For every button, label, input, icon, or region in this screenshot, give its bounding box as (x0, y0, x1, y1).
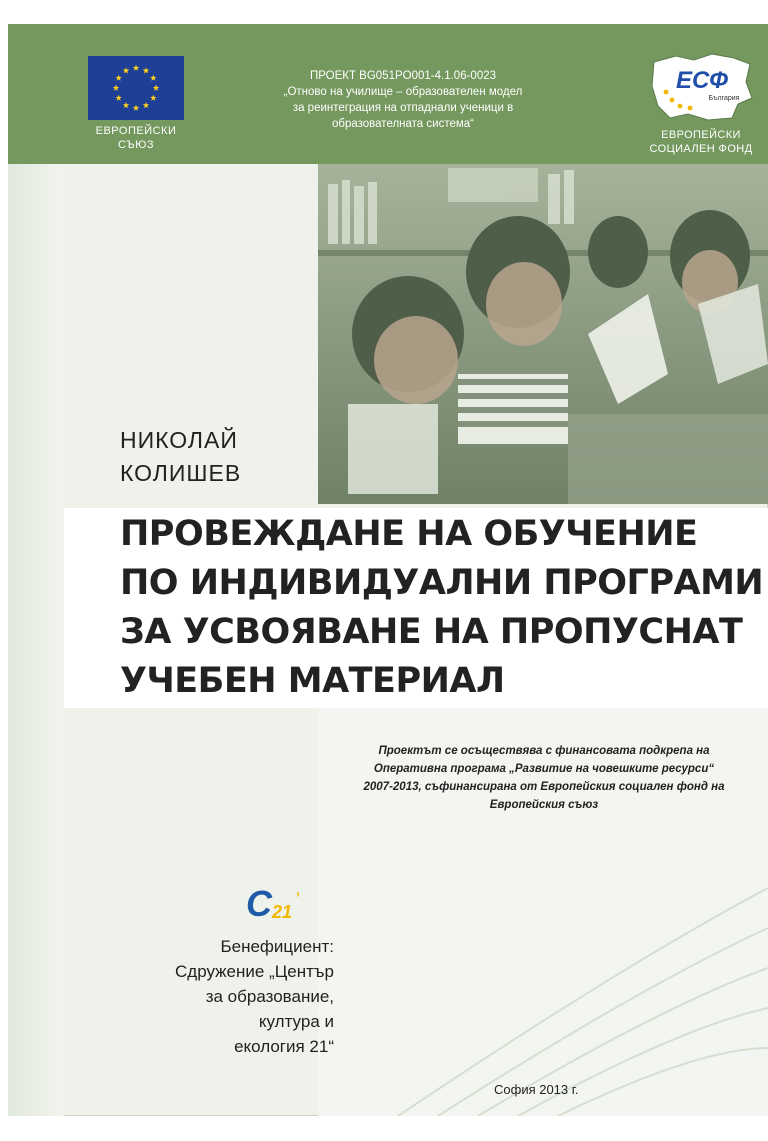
beneficiary-line: Сдружение „Център (175, 962, 334, 981)
author-name (120, 424, 320, 490)
esf-label-line: ЕВРОПЕЙСКИ (661, 129, 741, 141)
eu-label-line: СЪЮЗ (117, 139, 155, 151)
c21-logo-mark: ’ (296, 889, 300, 905)
left-band (8, 164, 64, 1116)
beneficiary (174, 934, 334, 1059)
funding-line: Оперативна програма „Развитие на човешките ресурси“ (373, 763, 715, 775)
project-info (248, 68, 558, 132)
book-title (120, 510, 768, 706)
title-line: ПО ИНДИВИДУАЛНИ ПРОГРАМИ (120, 563, 764, 603)
funding-note (344, 742, 744, 814)
book-cover (8, 24, 768, 1116)
funding-line: Европейския съюз (489, 799, 599, 811)
c21-logo (242, 880, 332, 924)
eu-label (76, 124, 196, 152)
esf-logo-country: България (708, 95, 740, 102)
classroom-photo (318, 164, 768, 504)
beneficiary-line: за образование, (205, 987, 334, 1006)
project-line: ПРОЕКТ BG051PO001-4.1.06-0023 (309, 70, 497, 82)
beneficiary-line: култура и (258, 1012, 334, 1031)
beneficiary-line: Бенефициент: (220, 937, 334, 956)
esf-label-line: СОЦИАЛЕН ФОНД (649, 143, 753, 155)
project-line: образователната система“ (332, 118, 474, 130)
title-line: ЗА УСВОЯВАНЕ НА ПРОПУСНАТ (120, 612, 743, 652)
beneficiary-line: екология 21“ (234, 1037, 334, 1056)
author-line: НИКОЛАЙ (120, 427, 238, 453)
funding-line: Проектът се осъществява с финансовата подкрепа на (378, 745, 710, 757)
title-line: ПРОВЕЖДАНЕ НА ОБУЧЕНИЕ (120, 514, 698, 554)
c21-logo-c: C (246, 883, 272, 924)
project-line: „Отново на училище – образователен модел (283, 86, 523, 98)
city-year: София 2013 г. (494, 1082, 579, 1097)
eu-label-line: ЕВРОПЕЙСКИ (95, 125, 177, 137)
esf-label (626, 128, 768, 156)
esf-logo (648, 52, 756, 124)
project-line: за реинтеграция на отпаднали ученици в (292, 102, 514, 114)
author-line: КОЛИШЕВ (120, 460, 242, 486)
eu-flag-logo (88, 56, 184, 120)
title-line: УЧЕБЕН МАТЕРИАЛ (120, 661, 505, 701)
esf-logo-text: ЕСФ (675, 67, 729, 94)
funding-line: 2007-2013, съфинансирана от Европейския социален фонд на (363, 781, 725, 793)
c21-logo-21: 21 (272, 902, 293, 922)
